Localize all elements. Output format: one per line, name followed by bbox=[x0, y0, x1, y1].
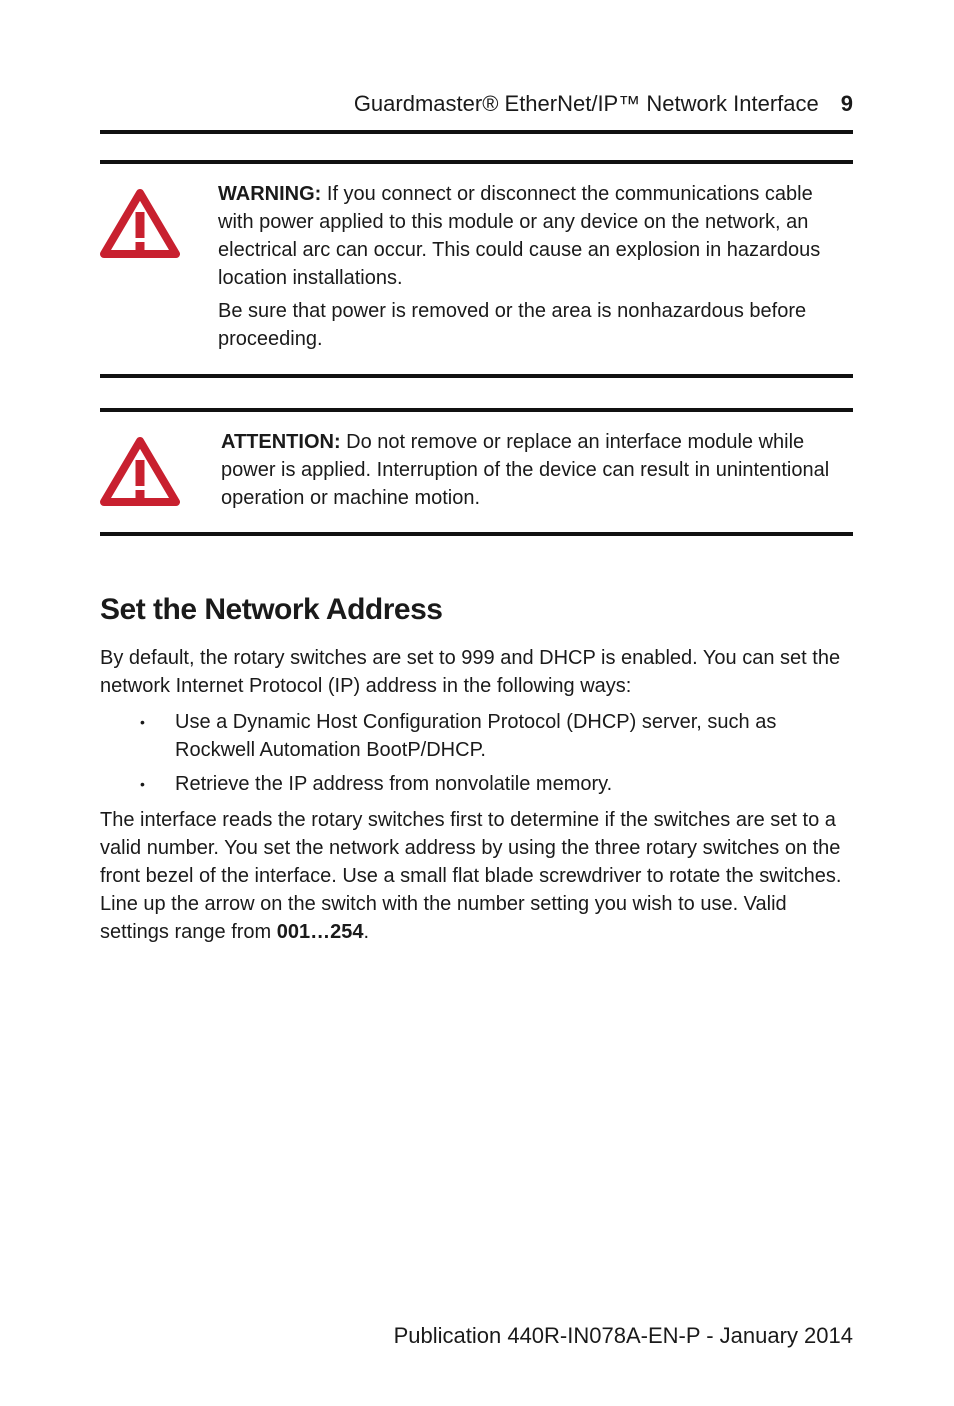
attention-text bbox=[221, 428, 853, 517]
bullet-list bbox=[100, 708, 860, 804]
document-title: Guardmaster® EtherNet/IP™ Network Interface bbox=[353, 91, 819, 116]
header-rule bbox=[100, 130, 853, 134]
warning-notice bbox=[100, 160, 853, 378]
attention-notice bbox=[100, 408, 853, 536]
list-item bbox=[100, 770, 860, 798]
attention-label: ATTENTION: bbox=[221, 431, 341, 453]
closing-text: The interface reads the rotary switches first to determine if the switches are set to a valid number. You set the network address by using the three rotary switches on the front bezel of the interface. Use a small flat blade screwdriver to rotate the switches. Line up the arrow on the switch with the number setting you wish to use. Valid settings range from bbox=[100, 809, 842, 943]
list-item-text: Retrieve the IP address from nonvolatile memory. bbox=[175, 773, 613, 795]
warning-triangle-icon bbox=[100, 188, 180, 258]
intro-paragraph: By default, the rotary switches are set to 999 and DHCP is enabled. You can set the network Internet Protocol (IP) address in the following ways: bbox=[100, 647, 841, 697]
closing-end: . bbox=[363, 921, 370, 943]
warning-label: WARNING: bbox=[218, 183, 322, 205]
list-item bbox=[100, 708, 860, 764]
bullet-mark: • bbox=[140, 776, 145, 792]
warning-body-2: Be sure that power is removed or the area is nonhazardous before proceeding. bbox=[218, 300, 807, 350]
publication-footer: Publication 440R-IN078A-EN-P - January 2014 bbox=[393, 1323, 853, 1348]
warning-triangle-icon bbox=[100, 436, 180, 506]
warning-body: If you connect or disconnect the communications cable with power applied to this module or any device on the network, an electrical arc can occur. This could cause an explosion in hazardous location installations. bbox=[218, 183, 821, 289]
closing-paragraph bbox=[100, 806, 860, 946]
settings-range: 001…254 bbox=[276, 921, 364, 943]
bullet-mark: • bbox=[140, 714, 145, 730]
page-number: 9 bbox=[840, 91, 853, 116]
list-item-text: Use a Dynamic Host Configuration Protocol (DHCP) server, such as Rockwell Automation BootP/DHCP. bbox=[175, 711, 777, 761]
warning-text bbox=[218, 180, 853, 358]
running-header bbox=[100, 88, 853, 120]
attention-body: Do not remove or replace an interface module while power is applied. Interruption of the device can result in unintentional operation or machine motion. bbox=[221, 431, 830, 509]
section-heading: Set the Network Address bbox=[100, 593, 443, 626]
